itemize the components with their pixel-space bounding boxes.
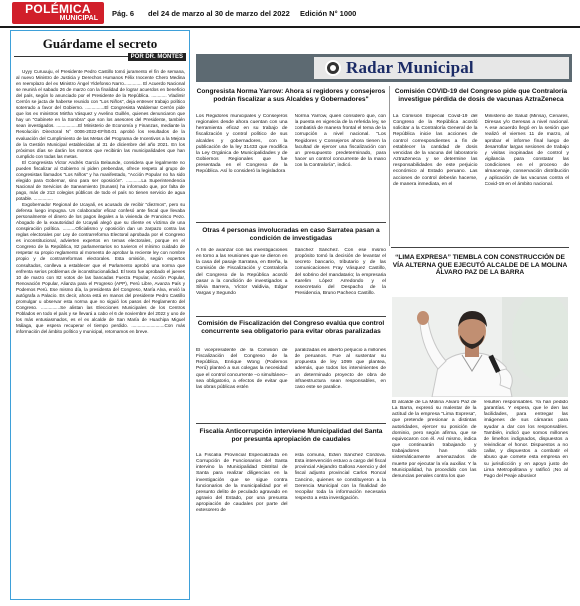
- article-text-column: La Comisión Especial Covid-19 del Congreso de la República acordó solicitar a la Contraloría General de la República inicie las acciones de control correspondientes a fin de establecer la cantidad de dosis vencidas de la vacuna del laboratorio AztraZeneca y se determine las responsabilidades de este perjuicio económico al Estado peruano. Las acciones de control deberán hacerse, de manera inmediata, en el: [393, 114, 478, 187]
- article-text-column: Norma Yarrow, quien consideró que, con la puesta en vigencia de la referida ley, se combatirá de manera frontal el tema de la corrupción a nivel nacional. "Los Regidores y Consejeros ahora tienen la facultad de ejercer una fiscalización con un presupuesto predeterminado, para hacer un control concurrente de la mano con la Contraloría", indicó.: [294, 114, 386, 169]
- article-divider: [391, 247, 569, 248]
- article-text-column: Ministerio de Salud (Minsa), Cenares, Diresas y/o Geresas a nivel nacional. A ese acuerdo llegó en la sesión que realizó el viernes 11 de marzo, al aprobar el informe final luego de desarrollar largas sesiones de trabajo y visitas inopinadas de control y vigilancia para constatar las condiciones en el proceso de almacenaje, conservación distribución y aplicación de las vacunas contra el Covid-19 en el ámbito nacional.: [484, 114, 569, 187]
- article-covid-commission: [393, 88, 569, 103]
- column-title: Guárdame el secreto: [42, 36, 158, 51]
- article-fiscalia-santa: [196, 428, 386, 443]
- mayor-photo: [392, 297, 568, 397]
- article-headline: Comisión de Fiscalización del Congreso evalúa que control concurrente sea obligatorio para evitar obras paralizadas: [197, 320, 385, 335]
- page-number: Pág. 6: [112, 9, 135, 18]
- logo-line2: MUNICIPAL: [59, 15, 98, 22]
- article-body: [196, 248, 386, 314]
- column-divider: [389, 86, 390, 246]
- gossip-column: [10, 30, 190, 600]
- column-body: [16, 69, 185, 595]
- article-headline: Congresista Norma Yarrow: Ahora sí regidores y consejeros podrán fiscalizar a sus Alcaldes y Gobernadores": [196, 88, 386, 103]
- article-headline: Comisión COVID-19 del Congreso pide que Contraloría investigue pérdida de dosis de vacunas AztraZeneca: [394, 88, 568, 103]
- column-author: POR DR. MONTES: [128, 53, 186, 61]
- section-title: Radar Municipal: [346, 58, 474, 77]
- article-body: [393, 114, 569, 244]
- article-fiscalizacion: [196, 320, 386, 335]
- article-body: [392, 400, 568, 600]
- edition-number: Edición N° 1000: [300, 9, 357, 18]
- article-text-column: La Fiscalía Provincial Especializada en Corrupción de Funcionarios del Santa intervino la Municipalidad Distrital de Santa para realizar diligencias en la investigación que se sigue contra funcionarios de la municipalidad por el presunto delito de peculado agravado en agravio del Estado, por una presunta apropiación de caudales por parte del extesorero de: [196, 453, 288, 514]
- article-headline: “LIMA EXPRESA” TIEMBLA CON CONSTRUCCIÓN DE VÍA ALTERNA QUE EJECUTÓ ALCALDE DE LA MOLINA ÁLVARO PAZ DE LA BARRA: [392, 254, 568, 277]
- radar-icon: [325, 60, 341, 76]
- article-body: [196, 114, 386, 220]
- article-body: [196, 453, 386, 601]
- article-text-column: Los Regidores municipales y Consejeros regionales desde ahora cuentan con una herramienta eficaz en su trabajo de fiscalización y control político de sus alcaldes y gobernadores, con la publicación de la ley 31433 que modifica la Ley Orgánica de Municipalidades y de Gobiernos Regionales que fue presentada en el Congreso de la República. Así lo consideró la legisladora: [196, 114, 288, 175]
- issue-dates: del 24 de marzo al 30 de marzo del 2022: [148, 9, 290, 18]
- article-text-column: esta comuna, Edvin Sánchez Córdova. Esta intervención estuvo a cargo del fiscal provincial Alejandro Galloso Asencio y del fiscal adjunto provincial Carlos Roncal Cancino, quienes se constituyeron a la Gerencia Municipal con la finalidad de recopilar toda la información necesaria respecto a esta investigación.: [294, 453, 386, 502]
- section-banner: [196, 54, 572, 82]
- article-divider: [196, 316, 386, 317]
- article-text-column: A fin de avanzar con las investigaciones en torno a las reuniones que se dieron en la casa del pasaje Sarratea, en Breña, la Comisión de Fiscalización y Contraloría del Congreso de la República acordó pasar a la condición de investigados a Silvia Barrera, Víctor Valdivia, Edgar Vargas y Segundo: [196, 248, 288, 297]
- article-yarrow: [196, 88, 386, 103]
- logo-line1: POLÉMICA: [25, 2, 91, 16]
- article-headline: Otras 4 personas involucradas en caso Sarratea pasan a condición de investigadas: [202, 227, 380, 242]
- page-header: [0, 0, 580, 28]
- article-text-column: El vicepresidente de la Comisión de Fiscalización del Congreso de la República, Enrique Wong (Podemos Perú) planteó a sus colegas la necesidad que el control concurrente –o simultáneo– sea obligatorio, a efectos de evitar que las obras públicas estén: [196, 348, 288, 390]
- article-text-column: El alcalde de La Molina Álvaro Paz de La Barra, expresó su malestar de la actitud de la empresa "Lima Expresa", que pretende presionar a distintas autoridades, ejercer su posición de dominio, pero según afirma, que se equivocaron con él. Así mismo, indica que continuarán trabajando y trabajadores han sido sistemáticamente amenazados de muerte por ejecutar la vía auxiliar. Y la Municipalidad, ha procedido con las denuncias penales contra los que: [392, 400, 477, 479]
- column-paragraph: El Congresista Víctor Andrés García Belaunde, considera que legalmente no pueden fiscalizar al Gobierno ni piden prebendas, ofrece respeto al grupo de congresistas llamados "Los Niños" y ha manifestado, "Acción Popular no ha sido elegido para Gobernar, sino para ser oposición". ............La Superintendencia Nacional de Servicios de Saneamiento (Sunass) ha informado que, por falta de pago, más de 213 colegios públicos de todo el país no tienen servicio de agua potable. ...............: [16, 159, 185, 201]
- article-divider: [196, 222, 386, 223]
- article-divider: [196, 423, 386, 424]
- article-text-column: Sánchez Sánchez. Con ese mismo propósito tomó la decisión de levantar el secreto bancario, tributario y de las comunicaciones Fray Vásquez Castillo, del sobrino del mandatario; la empresaria Karelim López Arredondo y el exsecretario del Despacho de la Presidencia, Bruno Pacheco Castillo.: [294, 248, 386, 297]
- newspaper-logo: [12, 2, 104, 24]
- column-paragraph: Uyyy Curuuuju, el Presidente Pedro Castillo tomó juramento el fin de semana, al nuevo Ministro de Justicia y Derechos Humanos Félix Inocente Chero Medina en reemplazo del ex Ministro Ángel Yldefonso Narro.............. El Acuerdo Nacional se reunirá el sabado 26 de marzo con la finalidad de lograr acuerdos en beneficio del país, según lo anunciado por el Presidente de la República. ............ Vladimir Cerrón se jacta de haberse reunido con "Los Niños", deja entrever trabajo político soterrado a favor del Gobierno. ...............El Congresista Waldemar Cerrón pide que los ex ministros Mirtha Vásquez y Avelino Guillén, quienes denunciaron que hay un "Gabinete en la Sombra" que son los asesores del Presidente, también sean investigados. .................El Ministerio de Economía y Finanzas, mediante la Resolución Directoral N° 0006-2022-EF/50.01 aprobó los resultados de la evaluación del Cumplimiento de las Metas del Programa de Incentivos a la Mejora de la Gestión Municipal establecidas al 31 de diciembre del año 2021. En los próximos días se darán los montos que recibirán las municipalidades que han cumplido con todas las metas.: [16, 69, 185, 159]
- article-sarratea: [196, 227, 386, 242]
- article-text-column: resulten responsables. Ya han pedido garantías. Y espera, que le den las facilidades, para entregar las imágenes de sus cámaras para ayudar a dar con los responsables. También, indicó que somos millones de limeños indignados, dispuestos a reivindicar el honor. Dispuestos a no callar, y dispuestos a combatir el abuso que comete esta empresa en su jurisdicción y en apoyo justo de Lima Metropolitana y ratificó ¡No al Pago del Peaje abusivo!: [483, 400, 568, 479]
- mayor-photo-image: [392, 297, 568, 397]
- article-body: [196, 348, 386, 420]
- article-text-column: paralizadas en abierto perjuicio a millones de peruanos. Fue al sustentar su propuesta de ley 1099 que plantea, además, que todos los intervinientes de un determinado proyecto de obra de infraestructura sean responsables, en caso este se paralice.: [294, 348, 386, 390]
- article-headline: Fiscalía Anticorrupción interviene Municipalidad del Santa por presunta apropiación de caudales: [199, 428, 383, 443]
- column-paragraph: Exgobernador Regional de Ucayali, es acusado de recibir "diezmos", pero su defensa luego impugna. Un colaborador eficaz confesó ante fiscal que llevaba personalmente el dinero de los pagos ilegales a la vivienda de Francisco Pezo. Abogado de la exautoridad de Ucayali alegó que su cliente es víctima de una conspiración política. ..........Oficialismo y oposición dan un zarpazo contra las reglas electorales por Ley de contrarreforma Electoral aprobada por el Congreso es inconstitucional, advierten expertos en temas electorales, porque en el Congreso de la República, 82 parlamentarios no tuvieron el mínimo cuidado de respetar su propio reglamento al momento de aprobar la reciente ley con nombre propio y de contrarreformas electorales. Esta omisión, según expertos consultados, conlleva a establecer que el Parlamento aprobó una norma que enfrenta serios problemas de inconstitucionalidad. El texto fue aprobado el jueves 10 de marzo con 82 votos de las bancadas Fuerza Popular, Acción Popular, Renovación Popular, Alianza para el Progreso (APP), Perú Libre, Avanza País y Podemos Perú. Ese mismo día, la presidenta del Congreso, María Alva, envió la autógrafa a Palacio. Es decir, ahora está en manos del presidente Pedro Castillo promulgar u observar esta norma que no siguió los pasos del Reglamento del Congreso. ...............Se alistan las Elecciones Municipales de los Centros Poblados en todo el país y se llevará a cabo el 6 de noviembre del 2022 y uno de los más entusiasmados, es el ex alcalde de San María de Huachipa Miguel Málaga, que espera recuperar el tiempo perdido. ..........................Con más información del ámbito político y municipal, retornamos en breve.: [16, 202, 185, 335]
